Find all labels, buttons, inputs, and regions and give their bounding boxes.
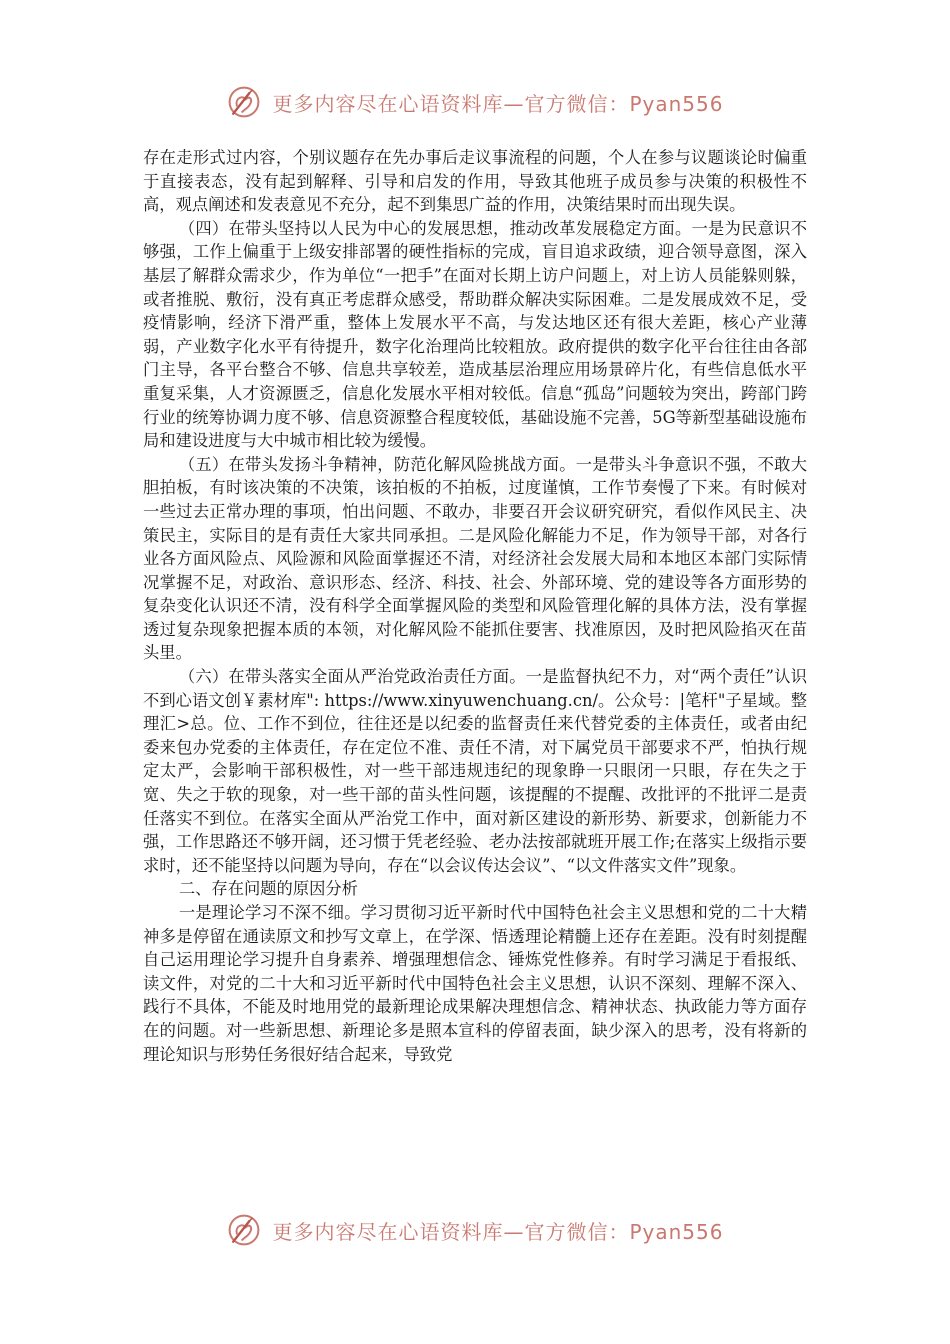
footer-banner-text: 更多内容尽在心语资料库—官方微信：Pyan556 [272, 1219, 724, 1244]
paragraph: 一是理论学习不深不细。学习贯彻习近平新时代中国特色社会主义思想和党的二十大精神多是停留在通读原文和抄写文章上，在学深、悟透理论精髓上还存在差距。没有时刻提醒自己运用理论学习提升自身素养、增强理想信念、锤炼党性修养。有时学习满足于看报纸、读文件，对党的二十大和习近平新时代中国特色社会主义思想，认识不深刻、理解不深入、践行不具体，不能及时地用党的最新理论成果解决理想信念、精神状态、执政能力等方面存在的问题。对一些新思想、新理论多是照本宣科的停留表面，缺少深入的思考，没有将新的理论知识与形势任务很好结合起来，导致党 [143, 903, 807, 1064]
paragraph: 存在走形式过内容，个别议题存在先办事后走议事流程的问题，个人在参与议题谈论时偏重于直接表态，没有起到解释、引导和启发的作用，导致其他班子成员参与决策的积极性不高，观点阐述和发表意见不充分，起不到集思广益的作用，决策结果时而出现失误。 [143, 148, 807, 215]
header-banner-text: 更多内容尽在心语资料库—官方微信：Pyan556 [272, 91, 724, 116]
section-heading: 二、存在问题的原因分析 [178, 879, 358, 899]
pen-heart-logo-icon [226, 84, 262, 120]
paragraph: （四）在带头坚持以人民为中心的发展思想，推动改革发展稳定方面。一是为民意识不够强，工作上偏重于上级安排部署的硬性指标的完成，盲目追求政绩，迎合领导意图，深入基层了解群众需求少，作为单位“一把手”在面对长期上访户问题上，对上访人员能躲则躲，或者推脱、敷衍，没有真正考虑群众感受，帮助群众解决实际困难。二是发展成效不足，受疫情影响，经济下滑严重，整体上发展水平不高，与发达地区还有很大差距，核心产业薄弱，产业数字化水平有待提升，数字化治理尚比较粗放。政府提供的数字化平台往往由各部门主导，各平台整合不够、信息共享较差，造成基层治理应用场景碎片化，有些信息低水平重复采集，人才资源匮乏，信息化发展水平相对较低。信息“孤岛”问题较为突出，跨部门跨行业的统筹协调力度不够、信息资源整合程度较低，基础设施不完善，5G等新型基础设施布局和建设进度与大中城市相比较为缓慢。 [143, 218, 807, 451]
paragraph: （六）在带头落实全面从严治党政治责任方面。一是监督执纪不力，对“两个责任”认识不到心语文创￥素材库": https://www.xinyuwenchuang.cn/。公众号：|笔杆"子星域。整理汇>总。位、工作不到位，往往还是以纪委的监督责任来代替党委的主体责任，或者由纪委来包办党委的主体责任，存在定位不准、责任不清，对下属党员干部要求不严，怕执行规定太严，会影响干部积极性，对一些干部违规违纪的现象睁一只眼闭一只眼，存在失之于宽、失之于软的现象，对一些干部的苗头性问题，该提醒的不提醒、改批评的不批评二是责任落实不到位。在落实全面从严治党工作中，面对新区建设的新形势、新要求，创新能力不强，工作思路还不够开阔，还习惯于凭老经验、老办法按部就班开展工作;在落实上级指示要求时，还不能坚持以问题为导向，存在“以会议传达会议”、“以文件落实文件”现象。 [143, 667, 807, 875]
pen-heart-logo-icon [226, 1212, 262, 1248]
footer-banner [0, 1210, 950, 1250]
document-body [143, 146, 807, 1066]
header-banner [0, 82, 950, 122]
paragraph: （五）在带头发扬斗争精神，防范化解风险挑战方面。一是带头斗争意识不强，不敢大胆拍板，有时该决策的不决策，该拍板的不拍板，过度谨慎，工作节奏慢了下来。有时候对一些过去正常办理的事项，怕出问题、不敢办，非要召开会议研究研究，看似作风民主、决策民主，实际目的是有责任大家共同承担。二是风险化解能力不足，作为领导干部，对各行业各方面风险点、风险源和风险面掌握还不清，对经济社会发展大局和本地区本部门实际情况掌握不足，对政治、意识形态、经济、科技、社会、外部环境、党的建设等各方面形势的复杂变化认识还不清，没有科学全面掌握风险的类型和风险管理化解的具体方法，没有掌握透过复杂现象把握本质的本领，对化解风险不能抓住要害、找准原因，及时把风险掐灭在苗头里。 [143, 454, 807, 663]
